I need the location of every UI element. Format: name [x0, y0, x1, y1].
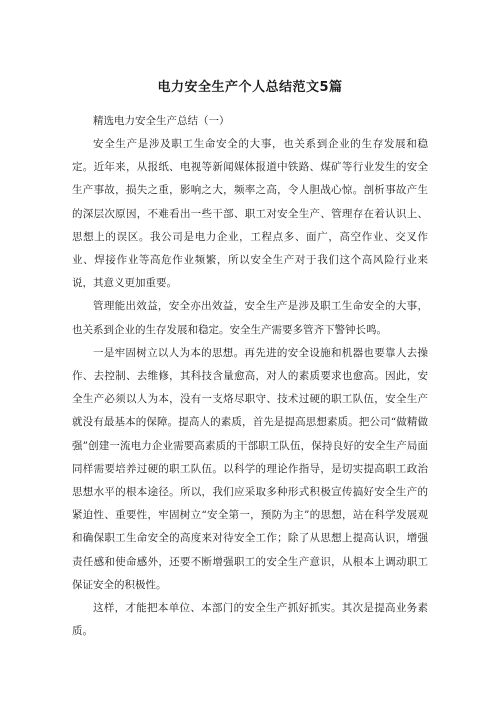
section-subtitle: 精选电力安全生产总结（一）	[93, 115, 230, 127]
document-title: 电力安全生产个人总结范文5篇	[157, 80, 343, 95]
paragraph-3: 一是牢固树立以人为本的思想。再先进的安全设施和机器也要靠人去操作、去控制、去维修，其科技含量愈高，对人的素质要求也愈高。因此，安全生产必须以人为本，没有一支烙尽职守、技术过硬的职工队伍，安全生产就没有最基本的保障。提高人的素质，首先是提高思想素质。把公司“做精做强”创建一流电力企业需要高素质的干部职工队伍，保持良好的安全生产局面同样需要培养过硬的职工队伍。以科学的理论作指导，是切实提高职工政治思想水平的根本途径。所以，我们应采取多种形式积极宣传搞好安全生产的紧迫性、重要性，牢固树立“安全第一，预防为主”的思想，站在科学发展观和确保职工生命安全的高度来对待安全工作；除了从思想上提高认识，增强责任感和使命感外，还要不断增强职工的安全生产意识，从根本上调动职工保证安全的积极性。	[72, 346, 428, 591]
paragraph-1: 安全生产是涉及职工生命安全的大事，也关系到企业的生存发展和稳定。近年来，从报纸、电视等新闻媒体报道中铁路、煤矿等行业发生的安全生产事故，损失之重，影响之大，频率之高，令人胆战心惊。剖析事故产生的深层次原因，不难看出一些干部、职工对安全生产、管理存在着认识上、思想上的误区。我公司是电力企业，工程点多、面广，高空作业、交叉作业、焊接作业等高危作业频繁，所以安全生产对于我们这个高风险行业来说，其意义更加重要。	[72, 138, 428, 290]
paragraph-4: 这样，才能把本单位、本部门的安全生产抓好抓实。其次是提高业务素质。	[72, 602, 428, 638]
paragraph-2: 管理能出效益，安全亦出效益，安全生产是涉及职工生命安全的大事，也关系到企业的生存发展和稳定。安全生产需要多管齐下警钟长鸣。	[72, 300, 428, 336]
